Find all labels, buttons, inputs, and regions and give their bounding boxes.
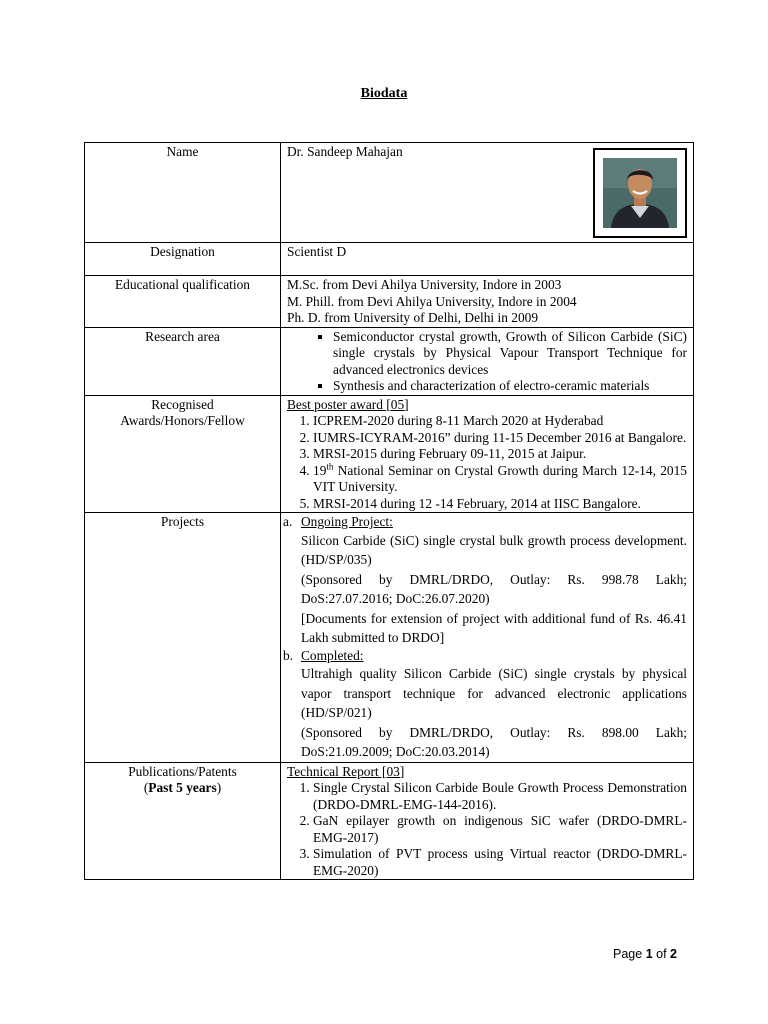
footer-of-word: of — [656, 947, 667, 961]
list-item: 5. MRSI-2014 during 12 -14 February, 2014 at IISC Bangalore. — [313, 496, 687, 513]
ordinal-suffix: th — [326, 461, 334, 472]
document-title: Biodata — [360, 86, 408, 101]
table-row — [85, 143, 694, 243]
research-list — [287, 329, 687, 395]
list-item: 3. Simulation of PVT process using Virtual reactor (DRDO-DMRL-EMG-2020) — [313, 846, 687, 879]
awards-cell — [281, 395, 694, 513]
profile-photo — [603, 158, 677, 228]
name-cell — [281, 143, 694, 243]
list-item: 1. Single Crystal Silicon Carbide Boule Growth Process Demonstration (DRDO-DMRL-EMG-144-2016). — [313, 780, 687, 813]
table-row — [85, 327, 694, 395]
footer-page-total: 2 — [670, 947, 677, 961]
list-marker: a. — [283, 514, 293, 529]
table-row — [85, 513, 694, 763]
project-line: Silicon Carbide (SiC) single crystal bulk growth process development. (HD/SP/035) — [301, 532, 687, 567]
list-item: ▪ Synthesis and characterization of electro-ceramic materials — [333, 378, 687, 395]
list-item: 2. IUMRS-ICYRAM-2016” during 11-15 December 2016 at Bangalore. — [313, 430, 687, 447]
list-item: 1. ICPREM-2020 during 8-11 March 2020 at Hyderabad — [313, 413, 687, 430]
education-label: Educational qualification — [85, 276, 281, 328]
ongoing-project-heading-row — [283, 514, 687, 531]
research-cell — [281, 327, 694, 395]
table-row — [85, 395, 694, 513]
list-item — [313, 463, 687, 496]
completed-project-heading: Completed: — [301, 647, 364, 663]
projects-cell — [281, 513, 694, 763]
education-line: M. Phill. from Devi Ahilya University, Indore in 2004 — [287, 293, 577, 309]
footer-page-current: 1 — [645, 947, 653, 961]
publications-label-sub: (Past 5 years) — [143, 780, 222, 795]
completed-project-body — [283, 664, 687, 762]
ordinal-number: 19 — [313, 462, 327, 478]
education-line: Ph. D. from University of Delhi, Delhi in 2009 — [287, 310, 539, 325]
awards-label-line: Recognised — [151, 396, 214, 412]
project-line: (Sponsored by DMRL/DRDO, Outlay: Rs. 998.78 Lakh; DoS:27.07.2016; DoC:26.07.2020) — [301, 571, 687, 606]
awards-heading: Best poster award [05] — [287, 396, 409, 412]
awards-label-line: Awards/Honors/Fellow — [120, 413, 245, 428]
publications-label — [85, 762, 281, 880]
projects-label: Projects — [85, 513, 281, 763]
research-label: Research area — [85, 327, 281, 395]
publications-heading: Technical Report [03] — [287, 763, 405, 779]
list-item-text: National Seminar on Crystal Growth during March 12-14, 2015 VIT University. — [313, 462, 687, 494]
project-line: Ultrahigh quality Silicon Carbide (SiC) single crystals by physical vapor transport technique for advanced electronic applications (HD/SP/021) — [301, 666, 687, 720]
list-item: 3. MRSI-2015 during February 09-11, 2015 at Jaipur. — [313, 446, 687, 463]
designation-value: Scientist D — [281, 243, 694, 276]
table-row — [85, 762, 694, 880]
list-item: ▪ Semiconductor crystal growth, Growth of Silicon Carbide (SiC) single crystals by Physical Vapour Transport Technique for advanced electronics devices — [333, 329, 687, 379]
biodata-table — [84, 142, 694, 880]
designation-label: Designation — [85, 243, 281, 276]
page-footer — [613, 947, 677, 961]
completed-project-heading-row — [283, 648, 687, 665]
publications-list — [287, 780, 687, 879]
list-marker: b. — [283, 647, 294, 663]
profile-photo-frame — [593, 148, 687, 238]
project-line: (Sponsored by DMRL/DRDO, Outlay: Rs. 898.00 Lakh; DoS:21.09.2009; DoC:20.03.2014) — [301, 724, 687, 759]
awards-label — [85, 395, 281, 513]
awards-list — [287, 413, 687, 512]
education-cell — [281, 276, 694, 328]
project-line: [Documents for extension of project with additional fund of Rs. 46.41 Lakh submitted to DRDO] — [301, 610, 687, 645]
ongoing-project-body — [283, 531, 687, 648]
publications-label-line: Publications/Patents — [128, 763, 237, 779]
ongoing-project-heading: Ongoing Project: — [301, 514, 393, 529]
education-line: M.Sc. from Devi Ahilya University, Indore in 2003 — [287, 277, 562, 292]
name-label: Name — [85, 143, 281, 243]
name-value: Dr. Sandeep Mahajan — [287, 144, 403, 159]
footer-page-word: Page — [613, 947, 643, 961]
table-row — [85, 243, 694, 276]
table-row — [85, 276, 694, 328]
list-item: 2. GaN epilayer growth on indigenous SiC wafer (DRDO-DMRL-EMG-2017) — [313, 813, 687, 846]
publications-cell — [281, 762, 694, 880]
